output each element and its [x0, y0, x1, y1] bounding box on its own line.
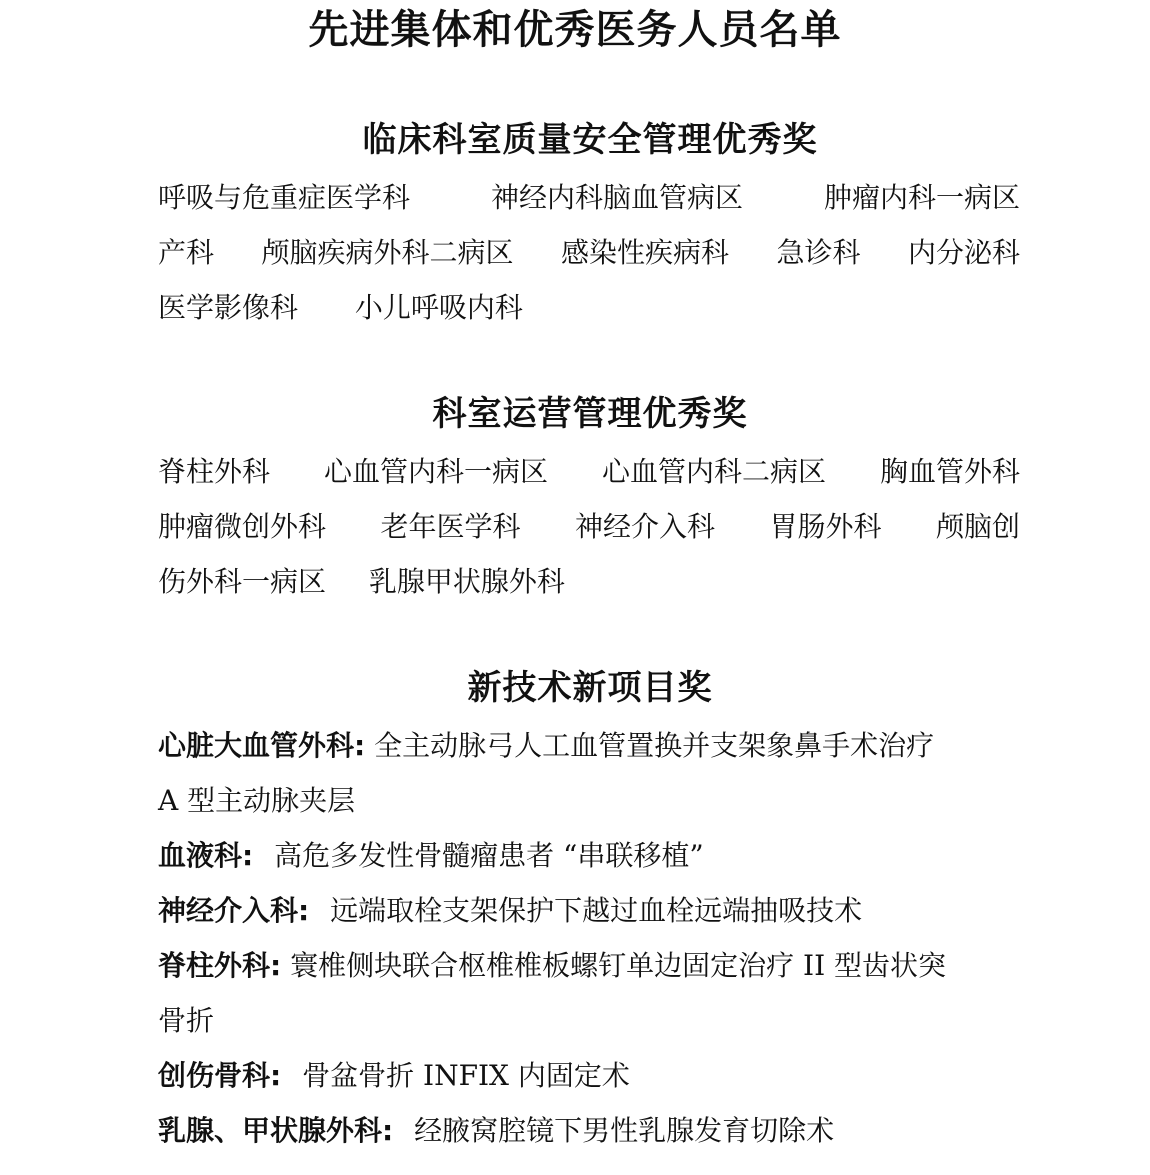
award-line — [158, 554, 1038, 609]
entry-dept: 神经介入科: — [158, 894, 310, 927]
award-unit: 医学影像科 — [158, 291, 299, 324]
award-unit: 胸血管外科 — [880, 455, 1021, 488]
section-heading-quality-safety: 临床科室质量安全管理优秀奖 — [362, 120, 818, 160]
project-entry — [158, 938, 1038, 993]
award-line — [158, 280, 1038, 335]
project-entry-continuation — [158, 773, 1038, 828]
award-line — [158, 444, 1020, 499]
award-unit: 内分泌科 — [908, 236, 1021, 269]
award-unit: 神经介入科 — [575, 510, 716, 543]
entry-project: 骨盆骨折 INFIX 内固定术 — [302, 1059, 630, 1092]
document-title: 先进集体和优秀医务人员名单 — [308, 7, 842, 53]
award-unit: 胃肠外科 — [769, 510, 882, 543]
award-unit: 乳腺甲状腺外科 — [368, 565, 565, 598]
entry-project: 高危多发性骨髓瘤患者 “串联移植” — [274, 839, 704, 872]
entry-project: 骨折 — [158, 1004, 215, 1037]
award-unit: 小儿呼吸内科 — [354, 291, 523, 324]
project-entry — [158, 1103, 1038, 1158]
award-unit: 心血管内科二病区 — [602, 455, 827, 488]
project-entry — [158, 828, 1038, 883]
award-unit: 颅脑疾病外科二病区 — [261, 236, 514, 269]
entry-project: 经腋窝腔镜下男性乳腺发育切除术 — [414, 1114, 835, 1147]
entry-dept: 血液科: — [158, 839, 254, 872]
award-unit: 感染性疾病科 — [561, 236, 730, 269]
entry-dept: 脊柱外科: — [158, 949, 282, 982]
entry-project: 寰椎侧块联合枢椎椎板螺钉单边固定治疗 II 型齿状突 — [290, 949, 947, 982]
project-entry — [158, 718, 1038, 773]
award-unit: 老年医学科 — [380, 510, 521, 543]
award-line — [158, 170, 1020, 225]
entry-dept: 创伤骨科: — [158, 1059, 282, 1092]
award-unit: 颅脑创 — [936, 510, 1021, 543]
entry-project: 全主动脉弓人工血管置换并支架象鼻手术治疗 — [374, 729, 935, 762]
award-unit: 伤外科一病区 — [158, 565, 327, 598]
section-body-operations — [158, 444, 1038, 609]
section-body-new-tech — [158, 718, 1038, 1158]
award-unit: 心血管内科一病区 — [324, 455, 549, 488]
award-unit: 产科 — [158, 236, 215, 269]
award-unit: 肿瘤内科一病区 — [824, 181, 1021, 214]
award-line — [158, 499, 1020, 554]
entry-dept: 心脏大血管外科: — [158, 729, 366, 762]
project-entry-continuation — [158, 993, 1038, 1048]
award-unit: 神经内科脑血管病区 — [491, 181, 744, 214]
entry-dept: 乳腺、甲状腺外科: — [158, 1114, 394, 1147]
award-unit: 脊柱外科 — [158, 455, 271, 488]
entry-project: 远端取栓支架保护下越过血栓远端抽吸技术 — [330, 894, 863, 927]
award-unit: 呼吸与危重症医学科 — [158, 181, 411, 214]
project-entry — [158, 883, 1038, 938]
award-unit: 急诊科 — [776, 236, 861, 269]
award-line — [158, 225, 1020, 280]
project-entry — [158, 1048, 1038, 1103]
section-heading-operations: 科室运营管理优秀奖 — [432, 394, 748, 434]
section-heading-new-tech: 新技术新项目奖 — [467, 668, 713, 708]
award-unit: 肿瘤微创外科 — [158, 510, 327, 543]
section-body-quality-safety — [158, 170, 1038, 335]
entry-project: A 型主动脉夹层 — [158, 784, 356, 817]
